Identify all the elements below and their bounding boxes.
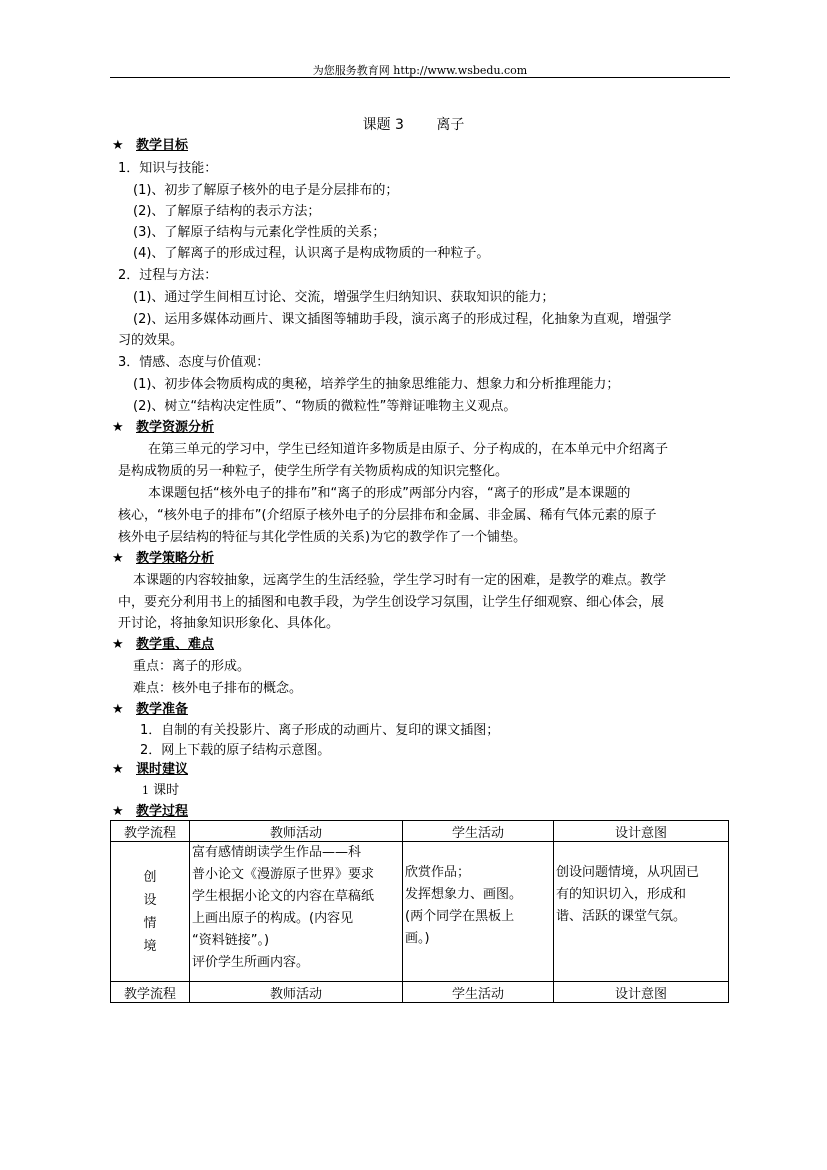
hours-unit: 课时 bbox=[153, 783, 180, 798]
teacher-activity-cell bbox=[190, 842, 403, 982]
objective-line: 习的效果。 bbox=[118, 333, 184, 348]
design-intent-cell bbox=[554, 842, 729, 982]
header-teacher: 教师活动 bbox=[190, 821, 403, 842]
section-preparation bbox=[112, 698, 188, 717]
objective-line: (1)、通过学生间相互讨论、交流，增强学生归纳知识、获取知识的能力； bbox=[133, 290, 555, 305]
intent-line: 谐、活跃的课堂气氛。 bbox=[556, 909, 687, 924]
section-heading: 教学过程 bbox=[136, 804, 189, 819]
intent-line: 有的知识切入，形成和 bbox=[556, 887, 687, 902]
header-intent: 设计意图 bbox=[554, 982, 729, 1003]
objective-line: (1)、初步体会物质构成的奥秘，培养学生的抽象思维能力、想象力和分析推理能力； bbox=[133, 377, 620, 392]
student-line: (两个同学在黑板上 bbox=[405, 909, 515, 924]
objective-line: (2)、树立“结构决定性质”、“物质的微粒性”等辩证唯物主义观点。 bbox=[133, 399, 517, 414]
student-line: 欣赏作品； bbox=[405, 865, 471, 880]
difficult-point: 难点：核外电子排布的概念。 bbox=[133, 681, 303, 696]
resources-line: 本课题包括“核外电子的排布”和“离子的形成”两部分内容，“离子的形成”是本课题的 bbox=[148, 486, 631, 501]
objective-line: (4)、了解离子的形成过程，认识离子是构成物质的一种粒子。 bbox=[133, 246, 490, 261]
hours-value bbox=[142, 779, 179, 798]
teacher-line: 富有感情朗读学生作品——科 bbox=[192, 845, 362, 860]
section-objectives bbox=[112, 134, 188, 153]
strategy-line: 开讨论，将抽象知识形象化、具体化。 bbox=[118, 616, 340, 631]
star-icon: ★ bbox=[112, 637, 124, 652]
header-flow: 教学流程 bbox=[111, 821, 190, 842]
header-flow: 教学流程 bbox=[111, 982, 190, 1003]
section-heading: 课时建议 bbox=[136, 762, 189, 777]
flow-cell bbox=[111, 842, 190, 982]
table-header-row bbox=[111, 821, 729, 842]
teacher-line: 普小论文《漫游原子世界》要求 bbox=[192, 867, 375, 882]
resources-line: 核心，“核外电子的排布”(介绍原子核外电子的分层排布和金属、非金属、稀有气体元素的原子 bbox=[118, 508, 657, 523]
header-student: 学生活动 bbox=[403, 821, 554, 842]
flow-char: 境 bbox=[143, 938, 157, 954]
process-table bbox=[110, 820, 729, 1003]
teacher-line: 学生根据小论文的内容在草稿纸 bbox=[192, 889, 375, 904]
section-process bbox=[112, 800, 188, 819]
section-strategy bbox=[112, 547, 214, 566]
header-teacher: 教师活动 bbox=[190, 982, 403, 1003]
lesson-topic: 离子 bbox=[436, 117, 465, 133]
flow-char: 情 bbox=[143, 915, 157, 931]
teacher-line: 上画出原子的构成。(内容见 bbox=[192, 911, 354, 926]
section-heading: 教学目标 bbox=[136, 138, 189, 153]
objective-line: (3)、了解原子结构与元素化学性质的关系； bbox=[133, 225, 386, 240]
objectives-knowledge-title: 1．知识与技能： bbox=[118, 161, 218, 176]
header-divider bbox=[110, 77, 730, 78]
table-row bbox=[111, 842, 729, 982]
student-line: 发挥想象力、画图。 bbox=[405, 887, 523, 902]
hours-number: 1 bbox=[142, 784, 149, 797]
header-intent: 设计意图 bbox=[554, 821, 729, 842]
objectives-process-title: 2．过程与方法： bbox=[118, 268, 218, 283]
page-header: 为您服务教育网 http://www.wsbedu.com bbox=[312, 64, 528, 77]
table-header-row bbox=[111, 982, 729, 1003]
objective-line: (2)、运用多媒体动画片、课文插图等辅助手段，演示离子的形成过程，化抽象为直观，增强学 bbox=[133, 312, 672, 327]
section-hours bbox=[112, 758, 188, 777]
flow-char: 设 bbox=[143, 892, 157, 908]
objectives-emotion-title: 3．情感、态度与价值观： bbox=[118, 355, 270, 370]
objective-line: (1)、初步了解原子核外的电子是分层排布的； bbox=[133, 183, 399, 198]
strategy-line: 中，要充分利用书上的插图和电教手段，为学生创设学习氛围，让学生仔细观察、细心体会，展 bbox=[118, 595, 665, 610]
resources-line: 是构成物质的另一种粒子，使学生所学有关物质构成的知识完整化。 bbox=[118, 464, 509, 479]
section-heading: 教学重、难点 bbox=[136, 637, 215, 652]
star-icon: ★ bbox=[112, 420, 124, 435]
key-point: 重点：离子的形成。 bbox=[133, 659, 251, 674]
intent-line: 创设问题情境，从巩固已 bbox=[556, 865, 700, 880]
section-resources bbox=[112, 416, 214, 435]
resources-line: 核外电子层结构的特征与其化学性质的关系)为它的教学作了一个铺垫。 bbox=[118, 530, 527, 545]
section-heading: 教学策略分析 bbox=[136, 551, 215, 566]
star-icon: ★ bbox=[112, 804, 124, 819]
strategy-line: 本课题的内容较抽象，远离学生的生活经验，学生学习时有一定的困难，是教学的难点。教学 bbox=[133, 573, 667, 588]
student-activity-cell bbox=[403, 842, 554, 982]
star-icon: ★ bbox=[112, 762, 124, 777]
prep-line: 2．网上下载的原子结构示意图。 bbox=[140, 743, 331, 758]
section-key-points bbox=[112, 633, 214, 652]
student-line: 画。) bbox=[405, 931, 430, 946]
lesson-title bbox=[0, 114, 827, 134]
star-icon: ★ bbox=[112, 551, 124, 566]
star-icon: ★ bbox=[112, 702, 124, 717]
section-heading: 教学资源分析 bbox=[136, 420, 215, 435]
resources-line: 在第三单元的学习中，学生已经知道许多物质是由原子、分子构成的，在本单元中介绍离子 bbox=[148, 442, 669, 457]
flow-char: 创 bbox=[143, 869, 157, 885]
star-icon: ★ bbox=[112, 138, 124, 153]
teacher-line: “资料链接”。) bbox=[192, 933, 270, 948]
lesson-number: 课题 3 bbox=[362, 117, 404, 133]
prep-line: 1．自制的有关投影片、离子形成的动画片、复印的课文插图； bbox=[140, 723, 500, 738]
header-student: 学生活动 bbox=[403, 982, 554, 1003]
objective-line: (2)、了解原子结构的表示方法； bbox=[133, 204, 321, 219]
section-heading: 教学准备 bbox=[136, 702, 189, 717]
teacher-line: 评价学生所画内容。 bbox=[192, 955, 310, 970]
